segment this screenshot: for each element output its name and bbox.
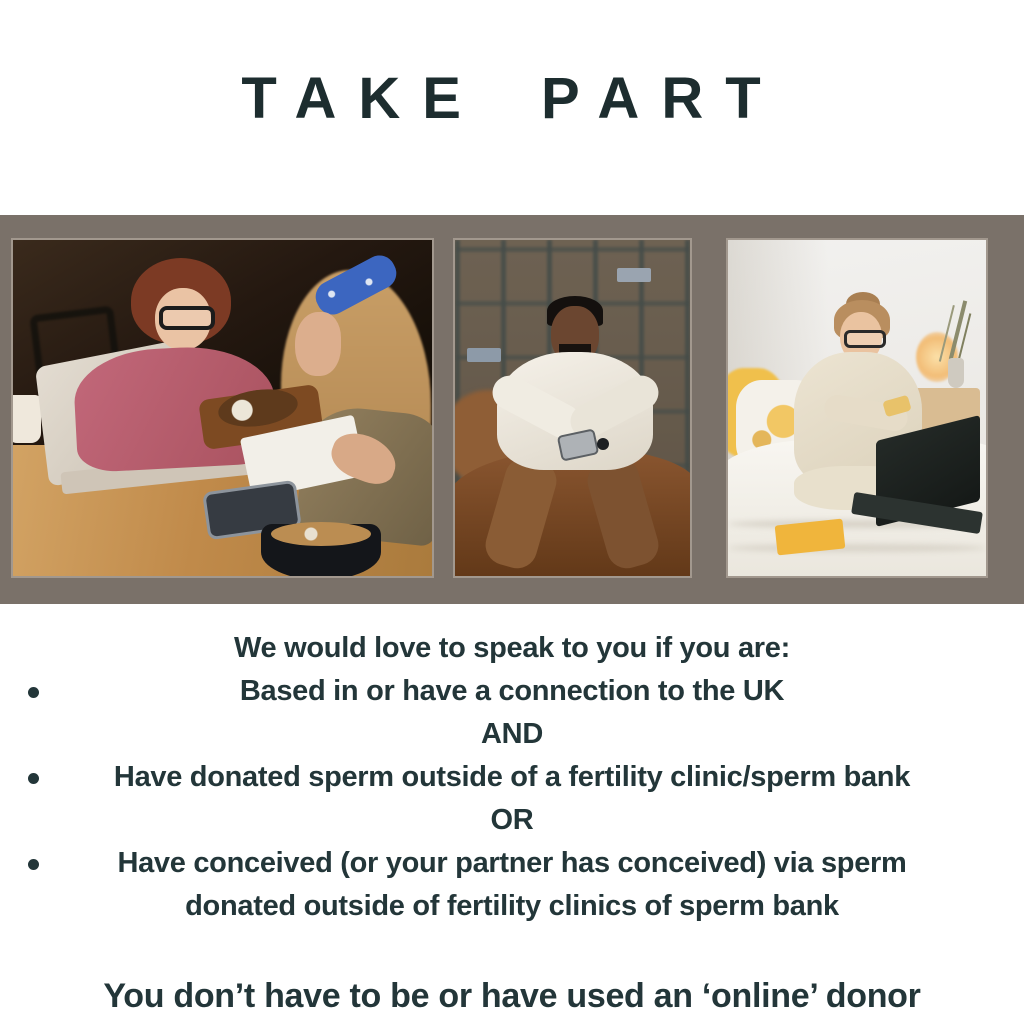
woman-glasses (844, 330, 886, 348)
bullet-item-donated (0, 756, 1024, 799)
bullet-text: Have conceived (or your partner has conceived) via sperm donated outside of fertility clinics of sperm bank (117, 847, 907, 922)
photo-woman-laptop (728, 240, 986, 576)
footer-line: You don’t have to be or have used an ‘online’ donor (103, 977, 921, 1015)
bullet-icon (28, 687, 39, 698)
photo-man-phone (455, 240, 690, 576)
bowl-food (271, 522, 371, 546)
bullet-item-conceived (0, 842, 1024, 928)
bullet-icon (28, 773, 39, 784)
dried-plant (949, 300, 967, 359)
photo-band (0, 215, 1024, 604)
bullet-text: Have donated sperm outside of a fertility clinic/sperm bank (113, 761, 911, 793)
intro-line: We would love to speak to you if you are: (234, 632, 790, 664)
woman2-face (295, 312, 341, 376)
photo-cafe-meeting (13, 240, 432, 576)
page-title: TAKE PART (241, 66, 783, 131)
bullet-item-uk (0, 670, 1024, 713)
vase (948, 358, 964, 388)
books (467, 348, 501, 362)
connector-or: OR (490, 804, 534, 836)
connector-and: AND (481, 718, 543, 750)
bullet-icon (28, 859, 39, 870)
coffee-mug (13, 395, 41, 443)
wristwatch (597, 438, 609, 450)
woman1-glasses (159, 306, 215, 330)
bullet-text: Based in or have a connection to the UK (239, 675, 785, 707)
eligibility-text (0, 627, 1024, 928)
